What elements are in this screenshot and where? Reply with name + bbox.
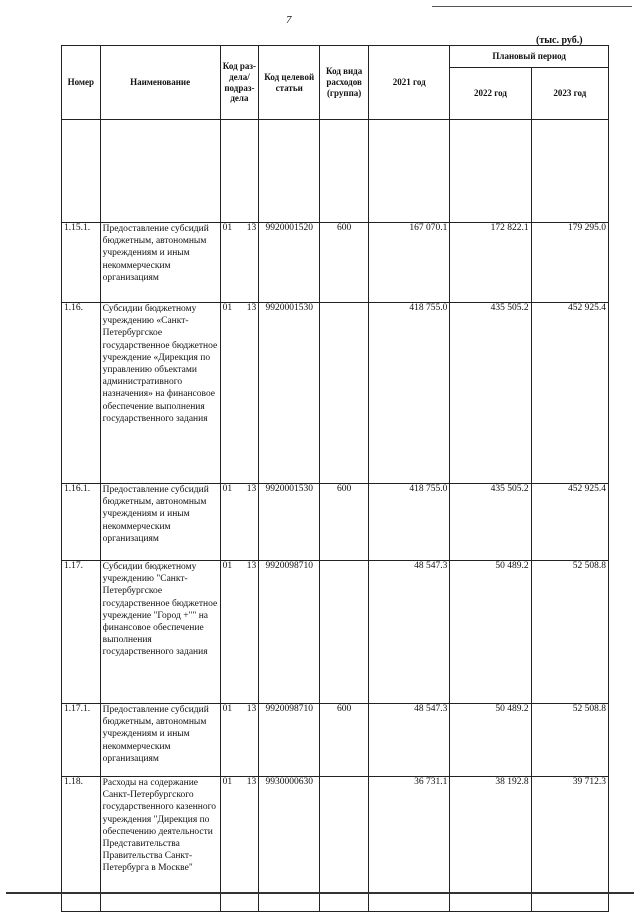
row-target-code: 9920001530 — [259, 303, 320, 484]
row-amount-2021: 36 731.1 — [369, 777, 450, 912]
row-subsection-code: 13 — [246, 704, 257, 714]
row-amount-2021: 418 755.0 — [369, 484, 450, 561]
row-expense-code: 600 — [320, 484, 369, 561]
row-amount-2022: 50 489.2 — [450, 704, 531, 777]
row-name: Предоставление субсидий бюджетным, автономным учреждениям и иным некоммерческим организациям — [100, 704, 220, 777]
top-edge-rule — [432, 6, 632, 7]
row-target-code: 9920001520 — [259, 223, 320, 303]
row-amount-2023: 452 925.4 — [531, 484, 608, 561]
row-section — [220, 561, 259, 704]
row-target-code: 9920098710 — [259, 704, 320, 777]
bottom-edge-rule — [6, 892, 634, 894]
header-target: Код целевой статьи — [259, 46, 320, 120]
header-planned-period: Плановый период — [450, 46, 609, 68]
header-expense: Код вида расходов (группа) — [320, 46, 369, 120]
row-amount-2023: 52 508.8 — [531, 704, 608, 777]
row-amount-2023: 39 712.3 — [531, 777, 608, 912]
header-section: Код раз-дела/ подраз-дела — [220, 46, 259, 120]
table-row — [62, 704, 609, 777]
row-expense-code: 600 — [320, 704, 369, 777]
row-expense-code — [320, 303, 369, 484]
row-section-code: 01 — [222, 704, 233, 714]
row-name: Субсидии бюджетному учреждению "Санкт-Петербургское государственное бюджетное учреждение "Город +"" на финансовое обеспечение выполнения государственного задания — [100, 561, 220, 704]
row-amount-2021: 167 070.1 — [369, 223, 450, 303]
header-number: Номер — [62, 46, 101, 120]
row-expense-code: 600 — [320, 223, 369, 303]
row-section — [220, 704, 259, 777]
row-amount-2023: 452 925.4 — [531, 303, 608, 484]
row-number: 1.16.1. — [62, 484, 101, 561]
table-row — [62, 484, 609, 561]
row-number: 1.16. — [62, 303, 101, 484]
row-number: 1.17.1. — [62, 704, 101, 777]
row-amount-2023: 179 295.0 — [531, 223, 608, 303]
row-section-code: 01 — [222, 484, 233, 494]
table-row — [62, 223, 609, 303]
row-subsection-code: 13 — [246, 777, 257, 787]
row-number: 1.17. — [62, 561, 101, 704]
header-2022: 2022 год — [450, 68, 531, 120]
row-subsection-code: 13 — [246, 561, 257, 571]
row-amount-2022: 38 192.8 — [450, 777, 531, 912]
row-subsection-code: 13 — [246, 484, 257, 494]
table-row — [62, 303, 609, 484]
row-section — [220, 223, 259, 303]
row-amount-2022: 172 822.1 — [450, 223, 531, 303]
row-section-code: 01 — [222, 561, 233, 571]
row-section-code: 01 — [222, 223, 233, 233]
page-number: 7 — [286, 14, 292, 26]
header-name: Наименование — [100, 46, 220, 120]
units-label: (тыс. руб.) — [536, 35, 583, 46]
row-amount-2022: 435 505.2 — [450, 484, 531, 561]
row-subsection-code: 13 — [246, 223, 257, 233]
row-section — [220, 484, 259, 561]
row-section-code: 01 — [222, 303, 233, 313]
row-section-code: 01 — [222, 777, 233, 787]
row-target-code: 9930000630 — [259, 777, 320, 912]
table-row — [62, 561, 609, 704]
row-subsection-code: 13 — [246, 303, 257, 313]
row-amount-2022: 50 489.2 — [450, 561, 531, 704]
blank-row — [62, 120, 609, 223]
row-amount-2021: 48 547.3 — [369, 704, 450, 777]
row-amount-2023: 52 508.8 — [531, 561, 608, 704]
row-name: Предоставление субсидий бюджетным, автономным учреждениям и иным некоммерческим организациям — [100, 484, 220, 561]
row-name: Расходы на содержание Санкт-Петербургского государственного казенного учреждения "Дирекция по обеспечению деятельности Представительства Правительства Санкт-Петербурга в Москве" — [100, 777, 220, 912]
row-amount-2022: 435 505.2 — [450, 303, 531, 484]
row-name: Субсидии бюджетному учреждению «Санкт-Петербургское государственное бюджетное учреждение «Дирекция по управлению объектами административного назначения» на финансовое обеспечение выполнения государственного задания — [100, 303, 220, 484]
header-2023: 2023 год — [531, 68, 608, 120]
row-number: 1.15.1. — [62, 223, 101, 303]
row-amount-2021: 48 547.3 — [369, 561, 450, 704]
row-target-code: 9920001530 — [259, 484, 320, 561]
row-target-code: 9920098710 — [259, 561, 320, 704]
row-section — [220, 303, 259, 484]
row-name: Предоставление субсидий бюджетным, автономным учреждениям и иным некоммерческим организациям — [100, 223, 220, 303]
row-number: 1.18. — [62, 777, 101, 912]
row-amount-2021: 418 755.0 — [369, 303, 450, 484]
budget-table — [61, 45, 609, 912]
row-expense-code — [320, 561, 369, 704]
header-2021: 2021 год — [369, 46, 450, 120]
